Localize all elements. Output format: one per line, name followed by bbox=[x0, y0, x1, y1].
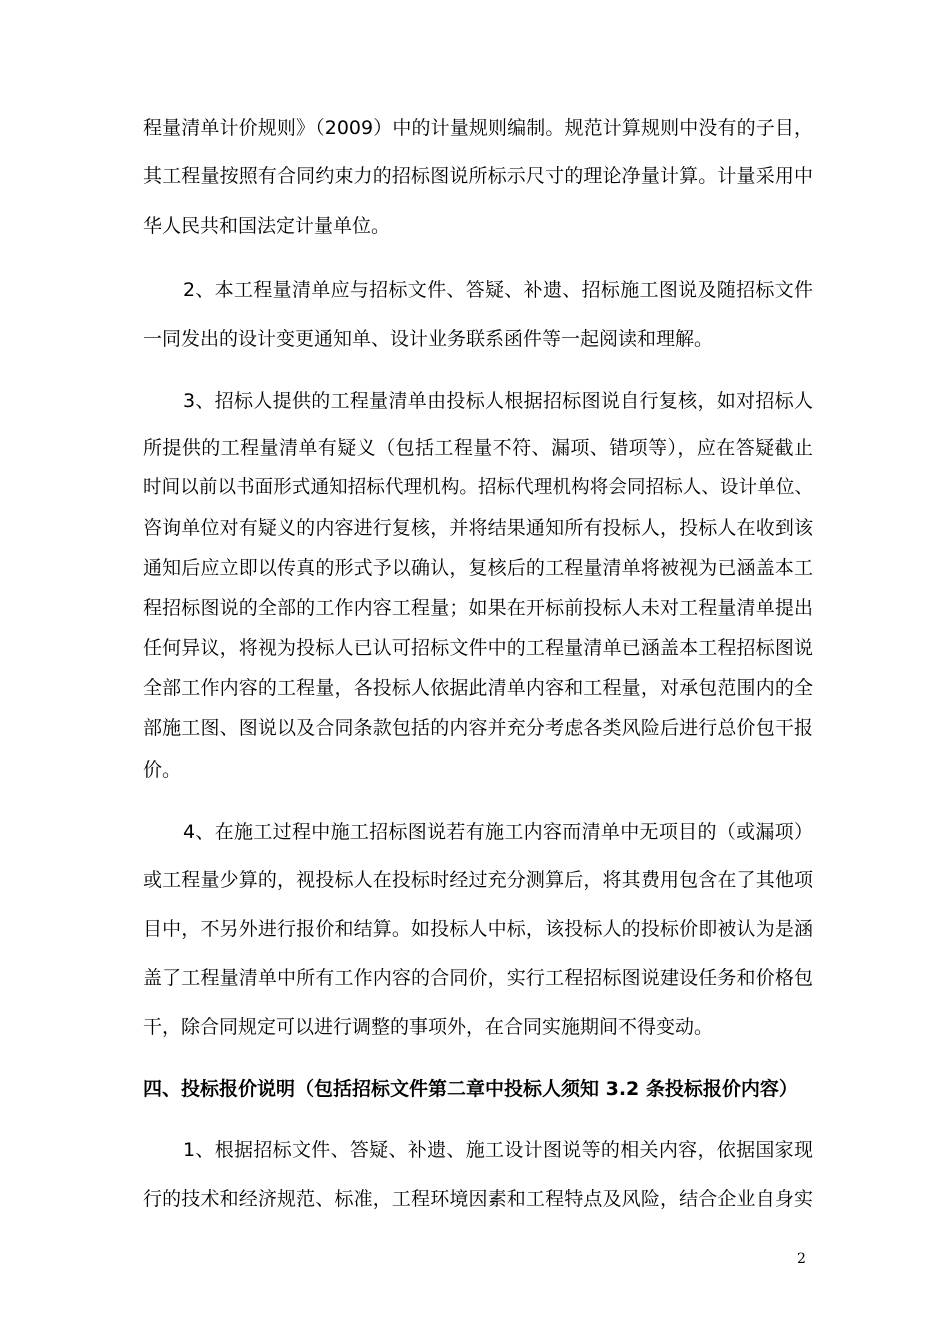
text-line: 行的技术和经济规范、标准，工程环境因素和工程特点及风险，结合企业自身实 bbox=[143, 1188, 813, 1210]
text-line: 3、招标人提供的工程量清单由投标人根据招标图说自行复核，如对招标人 bbox=[183, 390, 813, 412]
text-line: 1、根据招标文件、答疑、补遗、施工设计图说等的相关内容，依据国家现 bbox=[183, 1139, 813, 1161]
section-heading: 四、投标报价说明（包括招标文件第二章中投标人须知 3.2 条投标报价内容） bbox=[143, 1078, 798, 1100]
text-line: 或工程量少算的，视投标人在投标时经过充分测算后，将其费用包含在了其他项 bbox=[143, 869, 813, 891]
text-line: 其工程量按照有合同约束力的招标图说所标示尺寸的理论净量计算。计量采用中 bbox=[143, 165, 813, 187]
text-line: 价。 bbox=[143, 759, 182, 781]
text-line: 盖了工程量清单中所有工作内容的合同价，实行工程招标图说建设任务和价格包 bbox=[143, 967, 813, 989]
text-line: 通知后应立即以传真的形式予以确认，复核后的工程量清单将被视为已涵盖本工 bbox=[143, 557, 813, 579]
text-line: 目中，不另外进行报价和结算。如投标人中标，该投标人的投标价即被认为是涵 bbox=[143, 918, 813, 940]
text-line: 咨询单位对有疑义的内容进行复核，并将结果通知所有投标人，投标人在收到该 bbox=[143, 517, 813, 539]
text-line: 2、本工程量清单应与招标文件、答疑、补遗、招标施工图说及随招标文件 bbox=[183, 279, 813, 301]
text-line: 时间以前以书面形式通知招标代理机构。招标代理机构将会同招标人、设计单位、 bbox=[143, 477, 813, 498]
text-line: 全部工作内容的工程量，各投标人依据此清单内容和工程量，对承包范围内的全 bbox=[143, 677, 813, 699]
text-line: 4、在施工过程中施工招标图说若有施工内容而清单中无项目的（或漏项） bbox=[183, 821, 813, 843]
text-line: 部施工图、图说以及合同条款包括的内容并充分考虑各类风险后进行总价包干报 bbox=[143, 717, 813, 739]
text-line: 程招标图说的全部的工作内容工程量；如果在开标前投标人未对工程量清单提出 bbox=[143, 597, 813, 619]
text-line: 所提供的工程量清单有疑义（包括工程量不符、漏项、错项等），应在答疑截止 bbox=[143, 437, 813, 459]
text-line: 任何异议，将视为投标人已认可招标文件中的工程量清单已涵盖本工程招标图说 bbox=[143, 637, 813, 659]
text-line: 一同发出的设计变更通知单、设计业务联系函件等一起阅读和理解。 bbox=[143, 328, 714, 350]
text-line: 干，除合同规定可以进行调整的事项外，在合同实施期间不得变动。 bbox=[143, 1016, 714, 1038]
text-line: 程量清单计价规则》（2009）中的计量规则编制。规范计算规则中没有的子目， bbox=[143, 117, 813, 139]
text-line: 华人民共和国法定计量单位。 bbox=[143, 215, 391, 237]
page-number: 2 bbox=[797, 1251, 806, 1267]
